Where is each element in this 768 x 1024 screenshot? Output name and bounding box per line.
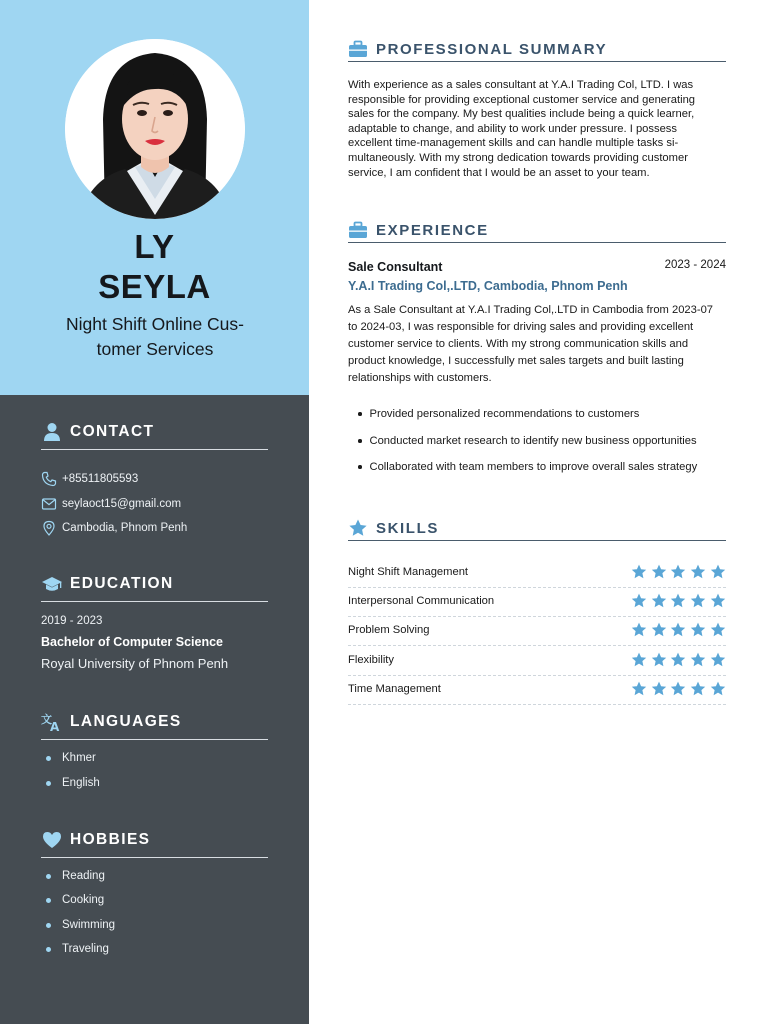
star-icon xyxy=(670,622,686,638)
svg-text:A: A xyxy=(50,720,60,732)
location-pin-icon xyxy=(41,520,57,536)
star-icon xyxy=(670,652,686,668)
contact-phone[interactable] xyxy=(41,471,138,487)
skill-rating xyxy=(627,681,726,697)
experience-heading-label: EXPERIENCE xyxy=(376,222,489,239)
summary-line: sales for the company. My best qualities include being a quick learner, xyxy=(348,108,695,121)
skill-name: Flexibility xyxy=(348,653,395,666)
education-school: Royal University of Phnom Penh xyxy=(41,656,229,671)
description-line: to 2024-03, I was responsible for driving sales and providing excellent xyxy=(348,321,694,333)
star-icon xyxy=(631,593,647,609)
bullet-dot xyxy=(46,898,51,903)
language-label: Khmer xyxy=(62,752,96,764)
star-icon xyxy=(651,652,667,668)
bullet-dot xyxy=(46,923,51,928)
education-heading-label: EDUCATION xyxy=(70,575,174,592)
hobby-label: Swimming xyxy=(62,919,116,931)
job-title-line-1: Night Shift Online Cus- xyxy=(66,314,244,334)
language-item xyxy=(46,777,100,789)
skill-rating xyxy=(627,652,726,668)
summary-line: adaptable to change, and ability to work under pressure. I possess xyxy=(348,122,677,135)
contact-location xyxy=(41,520,187,536)
skill-rating xyxy=(627,622,726,638)
skill-row xyxy=(348,559,726,588)
skills-heading-label: SKILLS xyxy=(376,520,439,537)
description-line: product knowledge, I successfully met sales targets and built lasting xyxy=(348,355,684,367)
description-line: relationships with customers. xyxy=(348,372,492,384)
bullet-dot xyxy=(46,947,51,952)
star-icon xyxy=(710,593,726,609)
experience-heading xyxy=(348,221,726,243)
star-icon xyxy=(710,652,726,668)
hobby-item xyxy=(46,870,105,882)
language-label: English xyxy=(62,777,100,789)
languages-heading-label: LANGUAGES xyxy=(70,713,182,730)
summary-line: With experience as a sales consultant at Y.A.I Trading Col, LTD. I was xyxy=(348,79,694,91)
experience-company: Y.A.I Trading Col,.LTD, Cambodia, Phnom Penh xyxy=(348,279,628,293)
experience-bullet-text: Provided personalized recommendations to customers xyxy=(369,408,640,420)
summary-heading xyxy=(348,40,726,62)
summary-heading-label: PROFESSIONAL SUMMARY xyxy=(376,41,608,58)
star-icon xyxy=(651,564,667,580)
experience-description xyxy=(348,302,730,387)
summary-line: service, I am confident that I would be an asset to your team. xyxy=(348,166,650,179)
language-item xyxy=(46,752,96,764)
description-line: As a Sale Consultant at Y.A.I Trading Col,.LTD in Cambodia from 2023-07 xyxy=(348,304,714,316)
skill-row xyxy=(348,647,726,676)
location-text: Cambodia, Phnom Penh xyxy=(62,522,188,534)
svg-text:文: 文 xyxy=(41,713,52,726)
briefcase-icon xyxy=(348,40,368,58)
job-title-line-2: tomer Services xyxy=(96,339,214,359)
star-icon xyxy=(651,681,667,697)
bullet-dot xyxy=(358,439,362,443)
star-icon xyxy=(710,681,726,697)
skill-row xyxy=(348,676,726,705)
experience-dates: 2023 - 2024 xyxy=(664,259,726,271)
email-address: seylaoct15@gmail.com xyxy=(62,498,182,510)
hobby-item xyxy=(46,943,109,955)
profile-photo xyxy=(65,39,245,219)
star-icon xyxy=(710,622,726,638)
hobby-item xyxy=(46,919,115,931)
skill-name: Problem Solving xyxy=(348,624,430,637)
star-icon xyxy=(631,652,647,668)
contact-email[interactable] xyxy=(41,496,181,512)
summary-line: excellent time-management skills and can handle multiple tasks si- xyxy=(348,137,679,150)
hobby-label: Cooking xyxy=(62,894,105,906)
star-icon xyxy=(631,681,647,697)
star-icon xyxy=(690,593,706,609)
hobby-label: Traveling xyxy=(62,943,109,955)
heart-icon xyxy=(41,830,63,850)
graduation-cap-icon xyxy=(41,574,63,594)
star-icon xyxy=(348,519,368,537)
experience-bullet-text: Collaborated with team members to improve overall sales strategy xyxy=(369,461,698,473)
star-icon xyxy=(690,681,706,697)
star-icon xyxy=(670,681,686,697)
summary-line: multaneously. With my strong dedication towards providing customer xyxy=(348,151,688,164)
star-icon xyxy=(690,622,706,638)
briefcase-icon xyxy=(348,221,368,239)
skill-name: Interpersonal Communication xyxy=(348,595,495,608)
experience-bullet-text: Conducted market research to identify new business opportunities xyxy=(369,435,697,447)
star-icon xyxy=(631,622,647,638)
bullet-dot xyxy=(46,756,51,761)
star-icon xyxy=(710,564,726,580)
skill-row xyxy=(348,617,726,646)
experience-bullet xyxy=(358,435,697,447)
hobby-item xyxy=(46,894,104,906)
skill-row xyxy=(348,588,726,617)
summary-line: responsible for providing exceptional customer service and generating xyxy=(348,93,696,106)
summary-text xyxy=(348,78,730,180)
bullet-dot xyxy=(358,465,362,469)
translate-icon xyxy=(41,712,63,732)
person-icon xyxy=(41,422,63,442)
hobbies-heading xyxy=(41,831,268,858)
phone-number: +85511805593 xyxy=(62,473,139,485)
phone-icon xyxy=(41,471,57,487)
experience-bullet xyxy=(358,408,639,420)
skill-rating xyxy=(627,564,726,580)
bullet-dot xyxy=(46,874,51,879)
first-name: LY xyxy=(134,228,175,265)
job-title xyxy=(40,312,270,362)
star-icon xyxy=(651,593,667,609)
education-heading xyxy=(41,575,268,602)
star-icon xyxy=(670,593,686,609)
star-icon xyxy=(670,564,686,580)
skill-name: Night Shift Management xyxy=(348,566,469,578)
bullet-dot xyxy=(46,781,51,786)
hobbies-heading-label: HOBBIES xyxy=(70,831,151,848)
education-years: 2019 - 2023 xyxy=(41,615,103,627)
skill-rating xyxy=(627,593,726,609)
skill-name: Time Management xyxy=(348,682,441,695)
sidebar xyxy=(0,0,309,1024)
last-name: SEYLA xyxy=(98,268,211,305)
envelope-icon xyxy=(41,496,57,512)
contact-heading-label: CONTACT xyxy=(70,423,155,440)
languages-heading xyxy=(41,713,268,740)
bullet-dot xyxy=(358,412,362,416)
skills-heading xyxy=(348,519,726,541)
hobby-label: Reading xyxy=(62,870,105,882)
experience-bullet xyxy=(358,461,697,473)
contact-heading xyxy=(41,423,268,450)
star-icon xyxy=(690,652,706,668)
star-icon xyxy=(651,622,667,638)
star-icon xyxy=(631,564,647,580)
description-line: customer service to clients. With my strong communication skills and xyxy=(348,338,689,350)
education-degree: Bachelor of Computer Science xyxy=(41,635,223,649)
experience-role: Sale Consultant xyxy=(348,260,443,274)
star-icon xyxy=(690,564,706,580)
